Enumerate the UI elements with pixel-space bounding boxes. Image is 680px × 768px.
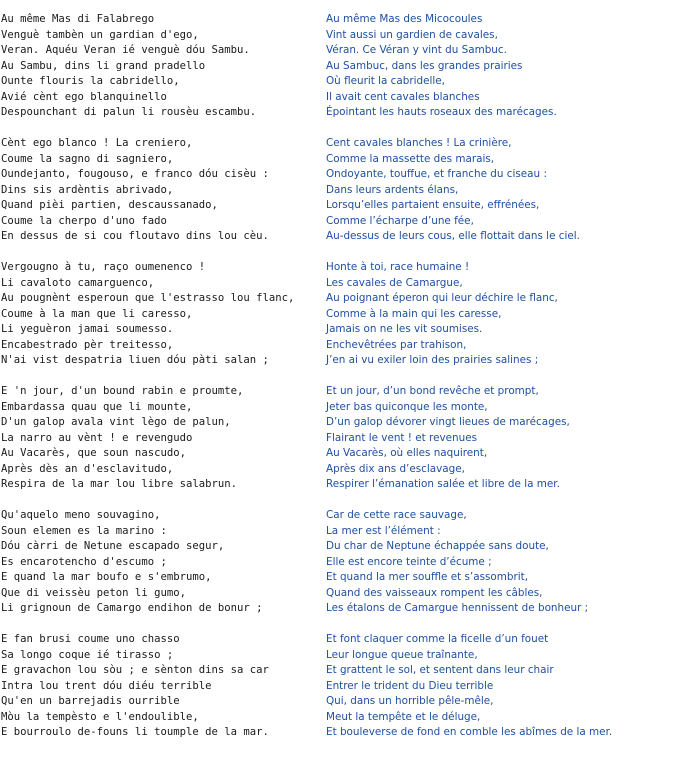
provencal-line: E quand la mar boufo e s'embrumo, — [1, 571, 212, 583]
french-line: Dans leurs ardents élans, — [326, 183, 459, 196]
french-line: Jeter bas quiconque les monte, — [326, 400, 488, 413]
provencal-line: La narro au vènt ! e revengudo — [1, 431, 193, 444]
french-line: Les étalons de Camargue hennissent de bonheur ; — [326, 602, 589, 614]
provencal-line: Vergougno à tu, raço oumenenco ! — [1, 261, 206, 273]
french-line: Et un jour, d’un bond revêche et prompt, — [326, 385, 539, 397]
french-line: Enchevêtrées par trahison, — [326, 338, 467, 351]
provencal-line: Embardassa quau que li mounte, — [1, 400, 193, 413]
provencal-line: Que di veissèu peton li gumo, — [1, 586, 186, 599]
provencal-line: Soun elemen es la marino : — [1, 524, 167, 537]
stanza-1 — [0, 12, 680, 121]
french-line: Comme l’écharpe d’une fée, — [326, 214, 474, 227]
provencal-line: Es encarotencho d'escumo ; — [1, 555, 167, 568]
provencal-line: D'un galop avala vint lègo de palun, — [1, 416, 231, 428]
stanza-2 — [0, 136, 680, 245]
french-column — [326, 508, 680, 617]
provencal-line: En dessus de si cou floutavo dins lou cèu. — [1, 230, 269, 242]
provencal-line: Qu'en un barrejadis ourrible — [1, 695, 180, 707]
french-line: Flairant le vent ! et revenues — [326, 431, 477, 444]
french-line: Quand des vaisseaux rompent les câbles, — [326, 586, 543, 599]
poem-page — [0, 12, 680, 756]
french-line: Au Vacarès, où elles naquirent, — [326, 447, 488, 459]
french-line: Jamais on ne les vit soumises. — [326, 323, 483, 335]
provencal-line: Venguè tambèn un gardian d'ego, — [1, 28, 199, 41]
french-line: Honte à toi, race humaine ! — [326, 261, 470, 273]
french-column — [326, 136, 680, 245]
french-line: Au même Mas des Micocoules — [326, 13, 483, 25]
provencal-line: Veran. Aquéu Veran ié venguè dóu Sambu. — [1, 44, 250, 56]
provencal-line: E gravachon lou sòu ; e sènton dins sa car — [1, 664, 269, 676]
provencal-line: Au Sambu, dins li grand pradello — [1, 59, 206, 72]
provencal-line: Qu'aquelo meno souvagino, — [1, 509, 161, 521]
french-line: Meut la tempête et le déluge, — [326, 710, 481, 723]
french-line: J’en ai vu exiler loin des prairies salines ; — [326, 354, 539, 366]
provencal-line: E bourroulo de-founs li toumple de la mar. — [1, 726, 269, 738]
provencal-column — [0, 384, 326, 493]
french-line: Et font claquer comme la ficelle d’un fouet — [326, 633, 549, 645]
french-line: Et quand la mer souffle et s’assombrit, — [326, 571, 529, 583]
provencal-column — [0, 136, 326, 245]
french-line: Il avait cent cavales blanches — [326, 90, 480, 103]
provencal-line: Mòu la tempèsto e l'endoulible, — [1, 710, 199, 723]
provencal-line: Coume à la man que li caresso, — [1, 307, 193, 320]
french-line: Qui, dans un horrible pêle-mêle, — [326, 695, 494, 707]
provencal-line: Li yeguèron jamai soumesso. — [1, 323, 174, 335]
french-line: Comme la massette des marais, — [326, 152, 495, 165]
provencal-line: Encabestrado pèr treitesso, — [1, 338, 174, 351]
french-line: Les cavales de Camargue, — [326, 276, 463, 289]
provencal-line: Li cavaloto camarguenco, — [1, 276, 155, 289]
french-line: Et grattent le sol, et sentent dans leur chair — [326, 664, 554, 676]
provencal-line: E fan brusi coume uno chasso — [1, 633, 180, 645]
french-line: Au-dessus de leurs cous, elle flottait dans le ciel. — [326, 230, 580, 242]
provencal-line: E 'n jour, d'un bound rabin e proumte, — [1, 385, 244, 397]
stanza-6 — [0, 632, 680, 741]
french-line: Entrer le trident du Dieu terrible — [326, 679, 494, 692]
provencal-line: Despounchant di palun li rousèu escambu. — [1, 106, 257, 118]
stanza-3 — [0, 260, 680, 369]
french-line: Ondoyante, touffue, et franche du ciseau : — [326, 168, 547, 180]
french-column — [326, 384, 680, 493]
provencal-column — [0, 508, 326, 617]
french-column — [326, 632, 680, 741]
french-line: Véran. Ce Véran y vint du Sambuc. — [326, 44, 507, 56]
stanza-4 — [0, 384, 680, 493]
provencal-line: Sa longo coque ié tirasso ; — [1, 648, 174, 661]
provencal-line: Ounte flouris la cabridello, — [1, 75, 180, 87]
provencal-line: Li grignoun de Camargo endihon de bonur ; — [1, 602, 263, 614]
french-line: Elle est encore teinte d’écume ; — [326, 555, 492, 568]
french-line: Lorsqu’elles partaient ensuite, effrénées, — [326, 199, 540, 211]
provencal-line: Dins sis ardèntis abrivado, — [1, 183, 174, 196]
french-line: Au Sambuc, dans les grandes prairies — [326, 59, 523, 72]
french-line: Où fleurit la cabridelle, — [326, 75, 445, 87]
french-line: Après dix ans d’esclavage, — [326, 462, 465, 475]
french-line: Vint aussi un gardien de cavales, — [326, 28, 498, 41]
french-line: Car de cette race sauvage, — [326, 509, 467, 521]
provencal-column — [0, 260, 326, 369]
provencal-line: Dóu càrri de Netune escapado segur, — [1, 540, 225, 552]
provencal-line: Cènt ego blanco ! La creniero, — [1, 137, 193, 149]
provencal-line: Au pougnènt esperoun que l'estrasso lou flanc, — [1, 292, 295, 304]
french-line: Et bouleverse de fond en comble les abîmes de la mer. — [326, 726, 613, 738]
provencal-line: Avié cènt ego blanquinello — [1, 90, 167, 103]
french-line: La mer est l’élément : — [326, 524, 441, 537]
provencal-line: N'ai vist despatria liuen dóu pàti salan ; — [1, 354, 269, 366]
french-column — [326, 260, 680, 369]
provencal-line: Coume la sagno di sagniero, — [1, 152, 174, 165]
stanza-5 — [0, 508, 680, 617]
provencal-line: Coume la cherpo d'uno fado — [1, 214, 167, 227]
french-line: D’un galop dévorer vingt lieues de marécages, — [326, 416, 570, 428]
provencal-column — [0, 632, 326, 741]
french-line: Au poignant éperon qui leur déchire le flanc, — [326, 292, 558, 304]
provencal-column — [0, 12, 326, 121]
french-line: Respirer l’émanation salée et libre de la mer. — [326, 478, 560, 490]
french-line: Comme à la main qui les caresse, — [326, 307, 502, 320]
french-line: Du char de Neptune échappée sans doute, — [326, 540, 549, 552]
provencal-line: Au Vacarès, que soun nascudo, — [1, 447, 186, 459]
provencal-line: Respira de la mar lou libre salabrun. — [1, 478, 237, 490]
provencal-line: Après dès an d'esclavitudo, — [1, 462, 174, 475]
french-line: Épointant les hauts roseaux des marécages. — [326, 106, 557, 118]
provencal-line: Au même Mas di Falabrego — [1, 13, 155, 25]
provencal-line: Oundejanto, fougouso, e franco dóu cisèu : — [1, 168, 269, 180]
provencal-line: Quand pièi partien, descaussanado, — [1, 199, 218, 211]
french-line: Leur longue queue traînante, — [326, 648, 478, 661]
french-line: Cent cavales blanches ! La crinière, — [326, 137, 512, 149]
french-column — [326, 12, 680, 121]
provencal-line: Intra lou trent dóu diéu terrible — [1, 679, 212, 692]
